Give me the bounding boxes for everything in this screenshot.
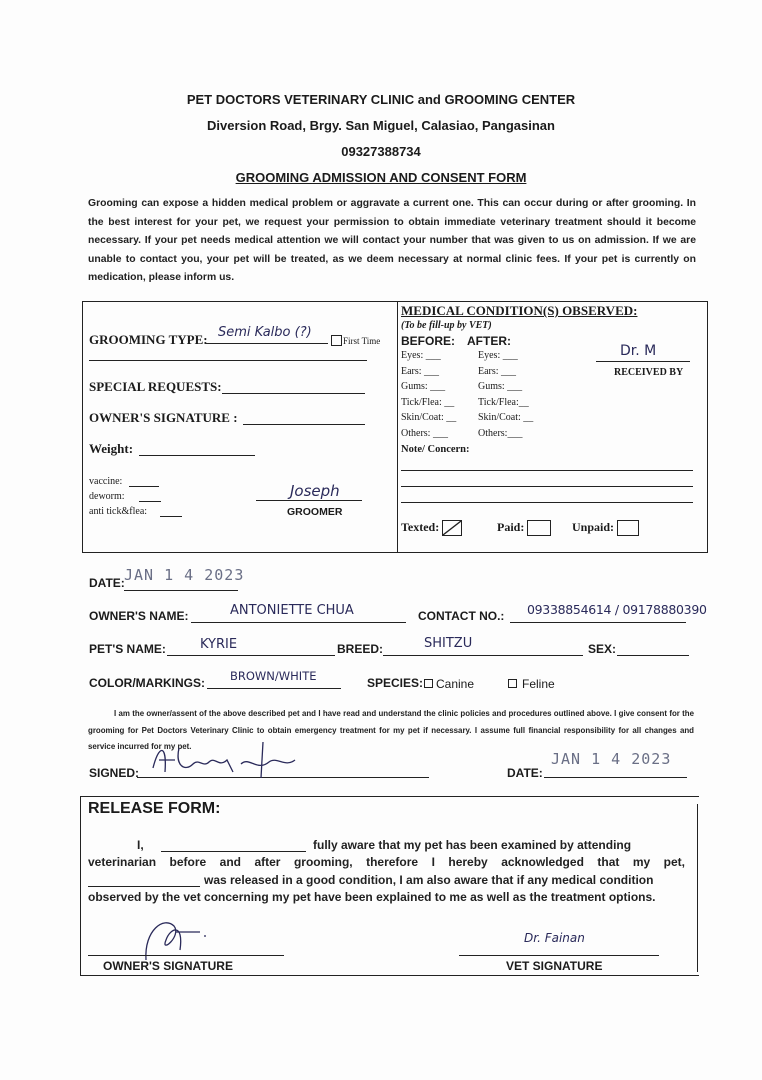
pet-name-value[interactable]: KYRIE <box>200 637 238 652</box>
owner-name-label: OWNER'S NAME: <box>89 609 189 623</box>
release-owner-sig-label: OWNER'S SIGNATURE <box>103 959 233 973</box>
before-label: BEFORE: <box>401 334 455 348</box>
feline-checkbox[interactable] <box>508 679 517 688</box>
note-label: Note/ Concern: <box>401 444 470 455</box>
before-item: Tick/Flea: __ <box>401 396 455 408</box>
texted-label: Texted: <box>401 520 440 534</box>
paid-field[interactable] <box>497 520 551 536</box>
special-requests-line <box>222 393 365 394</box>
groomer-line <box>256 500 362 501</box>
medical-subtitle: (To be fill-up by VET) <box>401 320 492 331</box>
after-item: Ears: ___ <box>478 365 517 377</box>
unpaid-checkbox[interactable] <box>617 520 639 536</box>
anti-tick-line <box>160 516 182 517</box>
consent-paragraph: I am the owner/assent of the above described pet and I have read and understand the clinic policies and procedures outlined above. I give consent for the grooming for Pet Doctors Veterinary Clinic to obtain emergency treatment for my pet if necessary. I assume full financial responsibility for all changes and service incurred for my pet. <box>88 709 694 751</box>
grooming-type-label: GROOMING TYPE: <box>89 332 208 347</box>
species-label: SPECIES: <box>367 676 424 690</box>
signed-date-label: DATE: <box>507 766 543 780</box>
release-line-3-post: was released in a good condition, I am also aware that if any medical condition <box>204 873 654 887</box>
texted-field[interactable] <box>401 520 462 536</box>
clinic-name: PET DOCTORS VETERINARY CLINIC and GROOMING CENTER <box>186 92 576 107</box>
release-vet-sig-label: VET SIGNATURE <box>506 959 603 973</box>
deworm-label: deworm: <box>89 491 125 502</box>
vaccine-label: vaccine: <box>89 476 123 487</box>
first-time-label: First Time <box>343 336 381 346</box>
before-item: Others: ___ <box>401 427 448 439</box>
sex-line <box>617 655 689 656</box>
unpaid-label: Unpaid: <box>572 520 615 534</box>
after-item: Skin/Coat: __ <box>478 412 534 423</box>
paid-checkbox[interactable] <box>527 520 551 536</box>
form-title: GROOMING ADMISSION AND CONSENT FORM <box>235 170 527 185</box>
received-by-label: RECEIVED BY <box>614 367 684 378</box>
box-divider <box>397 301 398 553</box>
release-owner-name-line[interactable] <box>161 851 306 852</box>
note-line-1 <box>401 470 693 471</box>
breed-label: BREED: <box>337 642 384 656</box>
grooming-type-line <box>206 343 328 344</box>
owner-signature-scribble <box>145 738 305 782</box>
texted-checkbox[interactable] <box>442 520 462 536</box>
vet-signature-value[interactable]: Dr. Fainan <box>524 931 585 945</box>
vaccine-line <box>129 486 159 487</box>
feline-label: Feline <box>522 677 555 691</box>
special-requests-label: SPECIAL REQUESTS: <box>89 379 222 394</box>
deworm-line <box>139 501 161 502</box>
medical-title: MEDICAL CONDITION(S) OBSERVED: <box>401 303 638 318</box>
breed-value[interactable]: SHITZU <box>424 636 473 651</box>
release-pet-name-line[interactable] <box>88 886 200 887</box>
contact-value[interactable]: 09338854614 / 09178880390 <box>527 602 707 617</box>
after-item: Eyes: ___ <box>478 350 518 361</box>
release-vet-sig-line <box>459 955 659 956</box>
signed-date-stamp: JAN 1 4 2023 <box>551 750 672 768</box>
before-item: Gums: ___ <box>401 381 446 392</box>
canine-checkbox[interactable] <box>424 679 433 688</box>
first-time-checkbox[interactable] <box>331 335 342 346</box>
owner-name-value[interactable]: ANTONIETTE CHUA <box>230 603 354 618</box>
release-line-4: observed by the vet concerning my pet have been explained to me as well as the treatment options. <box>88 890 656 904</box>
intro-paragraph: Grooming can expose a hidden medical problem or aggravate a current one. This can occur during or after grooming. In the best interest for your pet, we request your permission to obtain immediate veterinary treatment should it become necessary. If your pet needs medical attention we will contact your number that was given to us on admission. If we are unable to contact you, your pet will be treated, as we deem necessary at normal clinic fees. If your pet is currently on medication, please inform us. <box>88 198 696 284</box>
clinic-phone: 09327388734 <box>341 144 421 159</box>
note-line-3 <box>401 502 693 503</box>
release-box-right-edge <box>697 804 698 972</box>
after-item: Gums: ___ <box>478 381 523 392</box>
after-list <box>478 350 533 443</box>
grooming-type-line-2 <box>89 360 367 361</box>
release-line-1-pre: I, <box>137 838 144 852</box>
release-line-2: veterinarian before and after grooming, therefore I hereby acknowledged that my pet, <box>88 855 685 869</box>
after-item: Others:___ <box>478 427 523 439</box>
release-owner-sig-line <box>88 955 284 956</box>
release-line-1-post: fully aware that my pet has been examined by attending <box>313 838 632 852</box>
breed-line <box>383 655 583 656</box>
unpaid-field[interactable] <box>572 520 639 536</box>
date-stamp: JAN 1 4 2023 <box>124 566 245 584</box>
signed-date-line <box>544 777 687 778</box>
grooming-type-value[interactable]: Semi Kalbo (?) <box>218 325 312 340</box>
release-title: RELEASE FORM: <box>88 800 221 817</box>
anti-tick-label: anti tick&flea: <box>89 506 148 517</box>
after-label: AFTER: <box>467 334 511 348</box>
groomer-value[interactable]: Joseph <box>290 482 340 500</box>
signed-label: SIGNED: <box>89 766 140 780</box>
before-item: Skin/Coat: __ <box>401 412 457 423</box>
color-label: COLOR/MARKINGS: <box>89 676 205 690</box>
owner-signature-label: OWNER'S SIGNATURE : <box>89 410 238 425</box>
before-item: Eyes: ___ <box>401 350 441 361</box>
species-feline-option[interactable] <box>508 677 555 691</box>
contact-line <box>510 622 686 623</box>
clinic-address: Diversion Road, Brgy. San Miguel, Calasiao, Pangasinan <box>207 118 555 133</box>
pet-name-line <box>167 655 335 656</box>
canine-label: Canine <box>436 677 475 691</box>
weight-line <box>139 455 255 456</box>
after-item: Tick/Flea:__ <box>478 396 529 408</box>
note-line-2 <box>401 486 693 487</box>
paid-label: Paid: <box>497 520 525 534</box>
weight-label: Weight: <box>89 441 134 456</box>
owner-name-line <box>191 622 406 623</box>
contact-label: CONTACT NO.: <box>418 609 505 623</box>
owner-signature-line <box>243 424 365 425</box>
received-by-line <box>596 361 690 362</box>
pet-name-label: PET'S NAME: <box>89 642 166 656</box>
groomer-label: GROOMER <box>287 506 343 518</box>
date-label: DATE: <box>89 576 125 590</box>
color-value[interactable]: BROWN/WHITE <box>230 669 317 683</box>
received-by-value[interactable]: Dr. M <box>620 343 657 359</box>
before-list <box>401 350 456 443</box>
before-item: Ears: ___ <box>401 365 440 377</box>
species-canine-option[interactable] <box>424 677 474 691</box>
color-line <box>207 688 341 689</box>
date-line <box>124 590 238 591</box>
sex-label: SEX: <box>588 642 617 656</box>
